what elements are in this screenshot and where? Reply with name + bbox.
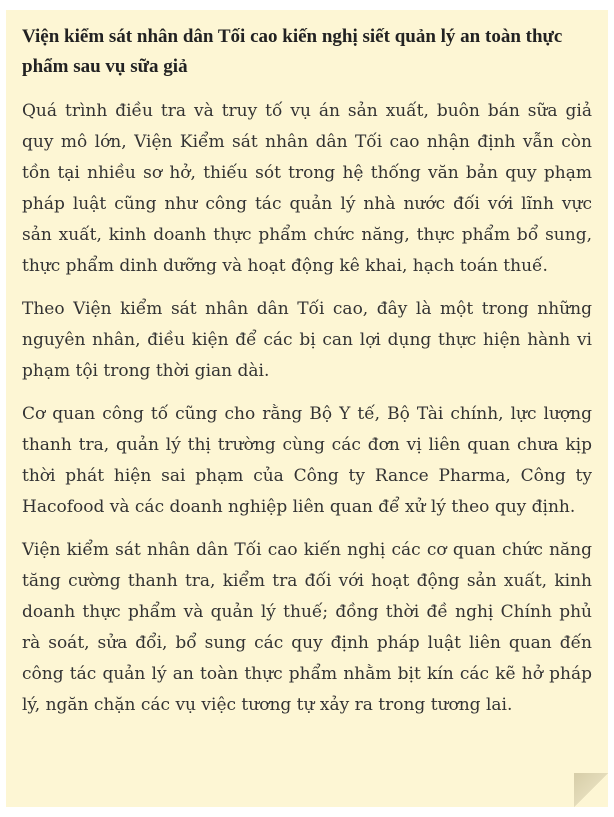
note-paragraph: Cơ quan công tố cũng cho rằng Bộ Y tế, Bộ Tài chính, lực lượng thanh tra, quản lý thị trường cùng các đơn vị liên quan chưa kịp thời phát hiện sai phạm của Công ty Rance Pharma, Công ty Hacofood và các doanh nghiệp liên quan để xử lý theo quy định.: [22, 404, 592, 517]
page-curl-corner: [574, 773, 608, 807]
note-paragraph: Viện kiểm sát nhân dân Tối cao kiến nghị các cơ quan chức năng tăng cường thanh tra, kiểm tra đối với hoạt động sản xuất, kinh doanh thực phẩm và quản lý thuế; đồng thời đề nghị Chính phủ rà soát, sửa đổi, bổ sung các quy định pháp luật liên quan đến công tác quản lý an toàn thực phẩm nhằm bịt kín các kẽ hở pháp lý, ngăn chặn các vụ việc tương tự xảy ra trong tương lai.: [22, 540, 592, 715]
note-title: Viện kiểm sát nhân dân Tối cao kiến nghị siết quản lý an toàn thực phẩm sau vụ sữa giả: [22, 26, 563, 77]
note-paragraph: Quá trình điều tra và truy tố vụ án sản xuất, buôn bán sữa giả quy mô lớn, Viện Kiểm sát nhân dân Tối cao nhận định vẫn còn tồn tại nhiều sơ hở, thiếu sót trong hệ thống văn bản quy phạm pháp luật cũng như công tác quản lý nhà nước đối với lĩnh vực sản xuất, kinh doanh thực phẩm chức năng, thực phẩm bổ sung, thực phẩm dinh dưỡng và hoạt động kê khai, hạch toán thuế.: [22, 101, 592, 276]
note-box: [6, 10, 608, 807]
note-paragraph: Theo Viện kiểm sát nhân dân Tối cao, đây là một trong những nguyên nhân, điều kiện để các bị can lợi dụng thực hiện hành vi phạm tội trong thời gian dài.: [22, 299, 592, 381]
